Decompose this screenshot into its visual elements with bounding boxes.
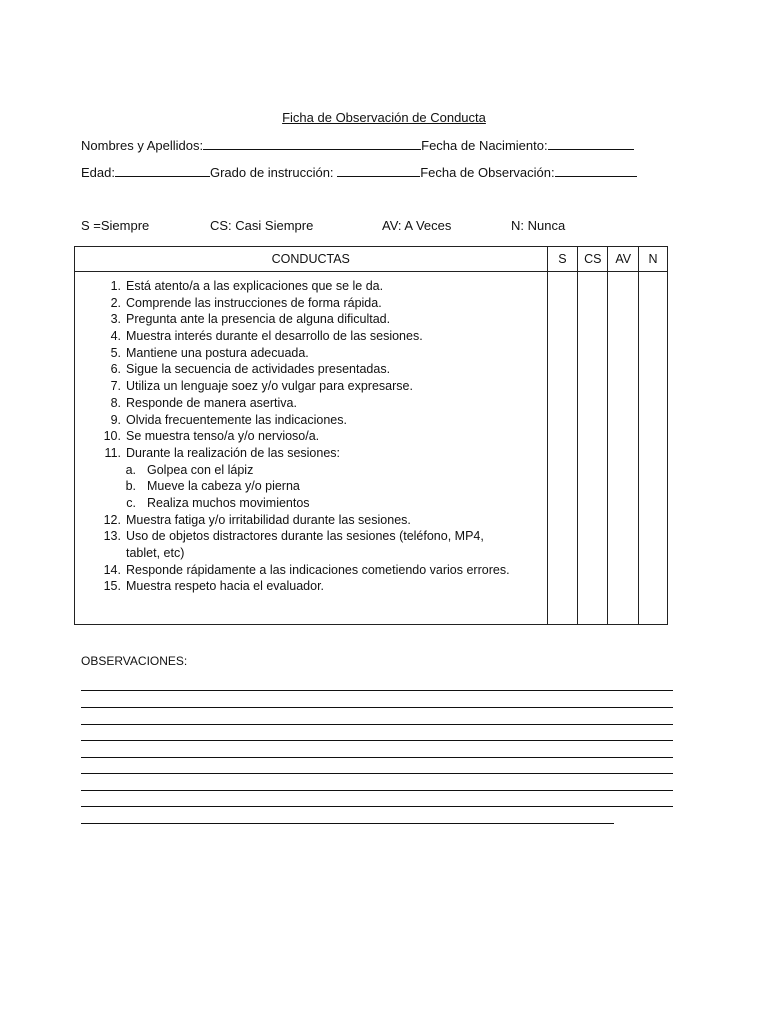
item-text: Muestra respeto hacia el evaluador. <box>126 579 325 594</box>
list-item <box>75 495 547 512</box>
list-item <box>75 378 547 395</box>
list-item <box>75 512 547 529</box>
item-text: Muestra interés durante el desarrollo de las sesiones. <box>126 329 423 344</box>
observaciones-line[interactable] <box>81 707 673 708</box>
list-item <box>75 478 547 495</box>
item-text: Olvida frecuentemente las indicaciones. <box>126 412 347 427</box>
item-text: Muestra fatiga y/o irritabilidad durante las sesiones. <box>126 512 411 527</box>
conduct-table <box>74 246 668 625</box>
item-number: 14. <box>103 562 121 577</box>
item-text: Responde de manera asertiva. <box>126 395 297 410</box>
list-item <box>75 311 547 328</box>
item-number: 7. <box>110 379 121 394</box>
header-av: AV <box>608 247 639 272</box>
item-text: Sigue la secuencia de actividades presentadas. <box>126 362 391 377</box>
header-conductas: CONDUCTAS <box>75 247 548 272</box>
conductas-cell <box>75 272 548 625</box>
list-item <box>75 345 547 362</box>
name-row <box>81 137 634 153</box>
item-text: Utiliza un lenguaje soez y/o vulgar para expresarse. <box>126 379 413 394</box>
item-text: tablet, etc) <box>126 546 185 560</box>
observaciones-line[interactable] <box>81 790 673 791</box>
observaciones-line[interactable] <box>81 823 614 824</box>
header-s: S <box>547 247 578 272</box>
item-text: Durante la realización de las sesiones: <box>126 445 341 460</box>
list-item <box>75 528 547 545</box>
list-item <box>75 545 547 562</box>
item-text: Realiza muchos movimientos <box>147 495 310 510</box>
legend-s: S =Siempre <box>81 218 150 233</box>
legend-n: N: Nunca <box>511 218 566 233</box>
item-text: Golpea con el lápiz <box>147 462 254 477</box>
cs-column-cell[interactable] <box>578 272 608 625</box>
header-n: N <box>639 247 668 272</box>
nombres-line[interactable] <box>203 137 421 150</box>
item-number: 2. <box>110 295 121 310</box>
item-number: 10. <box>103 429 121 444</box>
observaciones-line[interactable] <box>81 690 673 691</box>
list-item <box>75 462 547 479</box>
list-item <box>75 295 547 312</box>
edad-line[interactable] <box>115 164 210 177</box>
item-number: 5. <box>110 345 121 360</box>
nacimiento-label: Fecha de Nacimiento: <box>421 138 548 153</box>
observacion-line[interactable] <box>555 164 637 177</box>
list-item <box>75 578 547 595</box>
observaciones-line[interactable] <box>81 740 673 741</box>
item-number: 8. <box>110 395 121 410</box>
legend-cs: CS: Casi Siempre <box>210 218 314 233</box>
list-item <box>75 395 547 412</box>
list-item <box>75 412 547 429</box>
nombres-label: Nombres y Apellidos: <box>81 138 204 153</box>
item-text: Mantiene una postura adecuada. <box>126 345 309 360</box>
list-item <box>75 562 547 579</box>
observacion-label: Fecha de Observación: <box>420 165 555 180</box>
item-number: c. <box>126 495 136 510</box>
list-item <box>75 428 547 445</box>
item-text: Pregunta ante la presencia de alguna dificultad. <box>126 312 391 327</box>
header-cs: CS <box>578 247 608 272</box>
item-text: Se muestra tenso/a y/o nervioso/a. <box>126 429 320 444</box>
item-number: 13. <box>103 529 121 544</box>
grado-label: Grado de instrucción: <box>209 165 334 180</box>
observaciones-label: OBSERVACIONES: <box>81 654 188 668</box>
item-text: Está atento/a a las explicaciones que se le da. <box>126 279 384 293</box>
list-item <box>75 361 547 378</box>
list-item <box>75 445 547 462</box>
item-text: Comprende las instrucciones de forma rápida. <box>126 295 382 310</box>
item-number: 11. <box>104 445 121 460</box>
av-column-cell[interactable] <box>608 272 639 625</box>
item-number: 4. <box>110 329 121 344</box>
conductas-list <box>75 272 547 624</box>
item-number: b. <box>125 479 136 494</box>
observaciones-line[interactable] <box>81 773 673 774</box>
grado-line[interactable] <box>337 164 420 177</box>
s-column-cell[interactable] <box>547 272 578 625</box>
observaciones-line[interactable] <box>81 724 673 725</box>
item-number: 15. <box>103 579 121 594</box>
observaciones-line[interactable] <box>81 757 673 758</box>
item-number: 1. <box>110 279 121 293</box>
item-text: Mueve la cabeza y/o pierna <box>147 479 300 494</box>
list-item <box>75 328 547 345</box>
observaciones-line[interactable] <box>81 806 673 807</box>
edad-label: Edad: <box>81 165 115 180</box>
item-text: Responde rápidamente a las indicaciones cometiendo varios errores. <box>126 562 510 577</box>
item-number: 12. <box>103 512 121 527</box>
legend-av: AV: A Veces <box>382 218 452 233</box>
edad-row <box>81 164 637 180</box>
item-number: 6. <box>110 362 121 377</box>
page-title: Ficha de Observación de Conducta <box>282 110 486 125</box>
item-text: Uso de objetos distractores durante las sesiones (teléfono, MP4, <box>126 529 484 544</box>
n-column-cell[interactable] <box>639 272 668 625</box>
item-number: 9. <box>110 412 121 427</box>
item-number: 3. <box>110 312 121 327</box>
list-item <box>75 278 547 295</box>
nacimiento-line[interactable] <box>548 137 634 150</box>
item-number: a. <box>125 462 136 477</box>
